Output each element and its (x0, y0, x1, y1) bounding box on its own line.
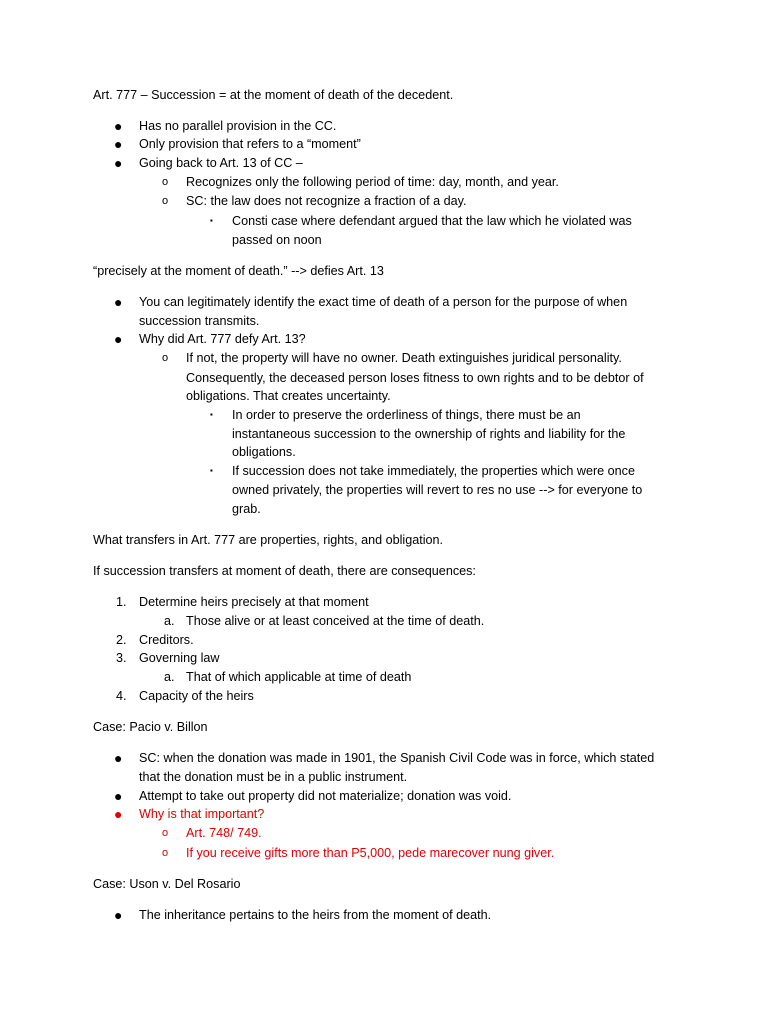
bullet-circle-icon: o (162, 847, 169, 859)
bullet-circle-icon: o (162, 195, 169, 207)
bullet-disc-icon: ● (114, 118, 123, 134)
bullet-disc-icon: ● (114, 788, 123, 804)
case-heading: Case: Uson v. Del Rosario (93, 877, 241, 891)
bullet-circle-icon: o (162, 352, 169, 364)
list-item: ● SC: when the donation was made in 1901, the Spanish Civil Code was in force, which stated (114, 750, 655, 766)
list-item: ● You can legitimately identify the exact time of death of a person for the purpose of when (114, 294, 628, 310)
numbered-item: 1. Determine heirs precisely at that moment (0, 592, 768, 612)
list-marker: a. (164, 670, 175, 684)
title-text: Art. 777 – Succession = at the moment of death of the decedent. (93, 88, 454, 102)
numbered-item: 2. Creditors. (0, 630, 768, 650)
list-marker: 1. (116, 595, 127, 609)
numbered-item: 3. Governing law (0, 648, 768, 668)
bullet-square-icon: ▪ (210, 466, 213, 475)
sub-list-item-highlight: o Art. 748/ 749. (0, 823, 768, 843)
bullet-disc-icon: ● (114, 750, 123, 766)
section-heading: “precisely at the moment of death.” --> defies Art. 13 (93, 264, 384, 278)
bullet-disc-icon: ● (114, 907, 123, 923)
paragraph: What transfers in Art. 777 are properties, rights, and obligation. (93, 533, 444, 547)
numbered-sub-item: a. Those alive or at least conceived at the time of death. (0, 611, 768, 631)
sub-sub-list-item: ▪ In order to preserve the orderliness of things, there must be an (0, 405, 768, 425)
bullet-disc-icon: ● (114, 155, 123, 171)
sub-list-item: o SC: the law does not recognize a fraction of a day. (0, 191, 768, 211)
list-item: ● Why did Art. 777 defy Art. 13? (114, 331, 306, 347)
bullet-square-icon: ▪ (210, 410, 213, 419)
sub-list-item-highlight: o If you receive gifts more than P5,000, pede marecover nung giver. (0, 843, 768, 863)
case-heading: Case: Pacio v. Billon (93, 720, 208, 734)
list-item: ● Going back to Art. 13 of CC – (114, 155, 303, 171)
bullet-circle-icon: o (162, 827, 169, 839)
list-marker: 4. (116, 689, 127, 703)
bullet-disc-icon: ● (114, 136, 123, 152)
list-marker: 2. (116, 633, 127, 647)
sub-sub-list-item-cont: instantaneous succession to the ownership of rights and liability for the (232, 427, 626, 441)
sub-list-item: o If not, the property will have no owner. Death extinguishes juridical personality. (0, 348, 768, 368)
sub-sub-list-item-cont: grab. (232, 502, 261, 516)
list-item-cont: succession transmits. (139, 314, 260, 328)
sub-sub-list-item-cont: owned privately, the properties will revert to res no use --> for everyone to (232, 483, 643, 497)
numbered-item: 4. Capacity of the heirs (0, 686, 768, 706)
list-item: ● Attempt to take out property did not materialize; donation was void. (114, 788, 512, 804)
list-item-cont: that the donation must be in a public instrument. (139, 770, 408, 784)
sub-sub-list-item: ▪ If succession does not take immediately, the properties which were once (0, 461, 768, 481)
list-marker: 3. (116, 651, 127, 665)
list-item: ● Only provision that refers to a “moment” (114, 136, 361, 152)
sub-list-item-cont: Consequently, the deceased person loses fitness to own rights and to be debtor of (186, 371, 644, 385)
sub-sub-list-item-cont: passed on noon (232, 233, 322, 247)
list-marker: a. (164, 614, 175, 628)
bullet-square-icon: ▪ (210, 216, 213, 225)
list-item: ● Has no parallel provision in the CC. (114, 118, 337, 134)
sub-list-item-cont: obligations. That creates uncertainty. (186, 389, 391, 403)
bullet-disc-icon: ● (114, 806, 123, 822)
paragraph: If succession transfers at moment of death, there are consequences: (93, 564, 476, 578)
sub-sub-list-item-cont: obligations. (232, 445, 296, 459)
bullet-circle-icon: o (162, 176, 169, 188)
bullet-disc-icon: ● (114, 331, 123, 347)
list-item-highlight: ● Why is that important? (114, 806, 265, 822)
title-line (0, 85, 768, 105)
sub-sub-list-item: ▪ Consti case where defendant argued that the law which he violated was (0, 211, 768, 231)
bullet-disc-icon: ● (114, 294, 123, 310)
sub-list-item: o Recognizes only the following period of time: day, month, and year. (0, 172, 768, 192)
numbered-sub-item: a. That of which applicable at time of death (0, 667, 768, 687)
list-item: ● The inheritance pertains to the heirs from the moment of death. (114, 907, 492, 923)
